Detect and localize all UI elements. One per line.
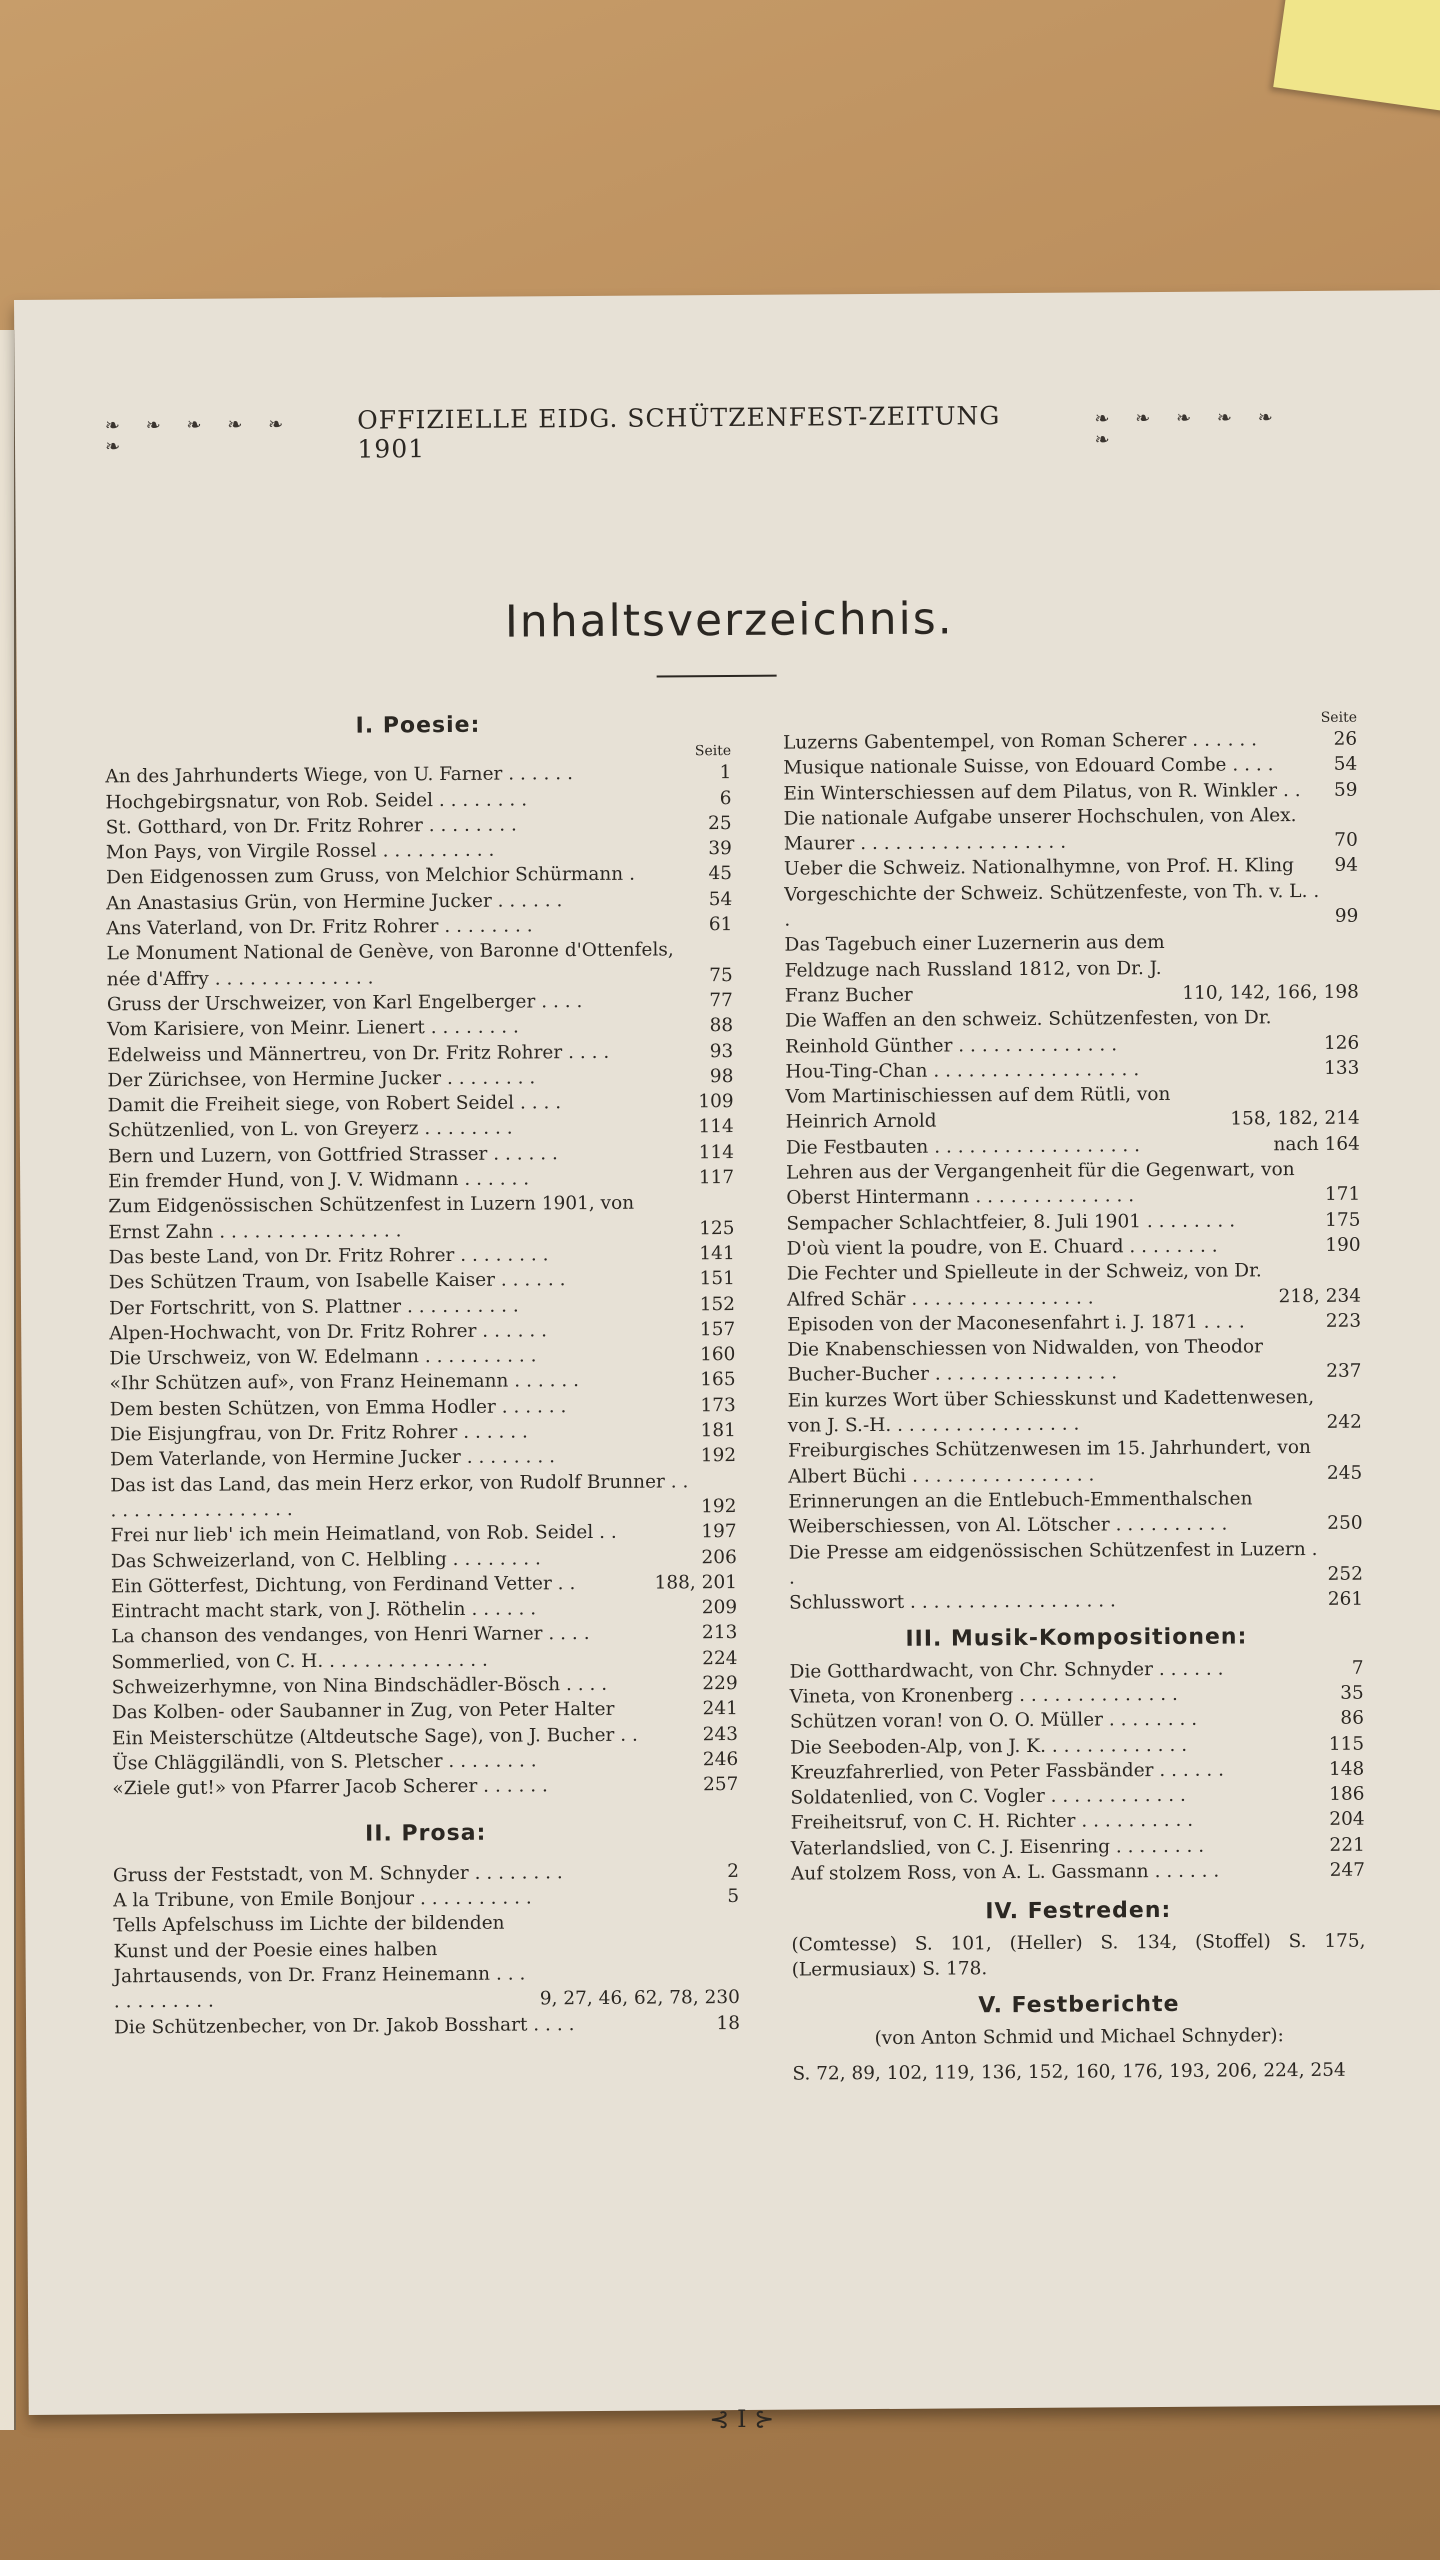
toc-entry-page: 242 <box>1326 1411 1362 1433</box>
toc-entry-page: 70 <box>1334 829 1358 851</box>
toc-entry-page: 151 <box>699 1268 735 1290</box>
toc-entry-title: «Ziele gut!» von Pfarrer Jacob Scherer . . . . . . <box>112 1775 548 1800</box>
toc-entry-title: Ans Vaterland, von Dr. Fritz Rohrer . . . . . . . . <box>106 915 533 940</box>
toc-entry-title: Vom Karisiere, von Meinr. Lienert . . . . . . . . <box>107 1016 519 1041</box>
toc-entry-title: Üse Chläggiländli, von S. Pletscher . . . . . . . . <box>112 1750 537 1775</box>
toc-entry-title: Le Monument National de Genève, von Baronne d'Ottenfels, née d'Affry . . . . . . . . . . . . . . <box>106 939 674 991</box>
musik-list <box>790 1655 1366 1887</box>
toc-entry-title: Vom Martinischiessen auf dem Rütli, von Heinrich Arnold <box>785 1084 1171 1134</box>
toc-entry-title: Tells Apfelschuss im Lichte der bildenden Kunst und der Poesie eines halben Jahrtausends, von Dr. Franz Heinemann . . . . . . . . . . . . <box>113 1912 526 2013</box>
toc-entry-title: Sommerlied, von C. H. . . . . . . . . . . . . . . <box>111 1649 488 1674</box>
toc-entry-title: Das Kolben- oder Saubanner in Zug, von Peter Halter <box>111 1699 615 1724</box>
toc-entry <box>784 878 1358 933</box>
toc-entry-page: 99 <box>1334 905 1359 927</box>
toc-entry-page: 110, 142, 166, 198 <box>1182 981 1359 1004</box>
toc-entry-title: Zum Eidgenössischen Schützenfest in Luzern 1901, von Ernst Zahn . . . . . . . . . . . . . . . . <box>108 1193 635 1244</box>
header-title: OFFIZIELLE EIDG. SCHÜTZENFEST-ZEITUNG 1901 <box>357 401 1001 464</box>
toc-entry-title: Edelweiss und Männertreu, von Dr. Fritz Rohrer . . . . <box>107 1041 610 1066</box>
section-heading-prosa: II. Prosa: <box>365 1821 487 1848</box>
festreden-text: (Comtesse) S. 101, (Heller) S. 134, (Stoffel) S. 175, (Lermusiaux) S. 178. <box>791 1930 1366 1981</box>
toc-entry <box>108 1190 734 1245</box>
toc-entry-page: 88 <box>709 1015 734 1037</box>
toc-entry <box>788 1384 1362 1439</box>
toc-entry <box>106 937 732 992</box>
toc-entry-page: 75 <box>709 964 733 986</box>
section-heading-festberichte: V. Festberichte <box>978 1992 1180 2019</box>
toc-entry-title: Die nationale Aufgabe unserer Hochschulen, von Alex. Maurer . . . . . . . . . . . . . . . . . . <box>783 804 1297 855</box>
toc-entry-title: Sempacher Schlachtfeier, 8. Juli 1901 . . . . . . . . <box>786 1210 1236 1235</box>
right-entries-list <box>783 727 1363 1616</box>
toc-entry-page: 252 <box>1327 1563 1363 1585</box>
toc-entry <box>110 1469 736 1524</box>
toc-entry-title: Hou-Ting-Chan . . . . . . . . . . . . . . . . . . <box>785 1059 1140 1083</box>
poesie-list <box>105 760 738 1802</box>
toc-entry-title: Ein Götterfest, Dichtung, von Ferdinand Vetter . . <box>110 1572 576 1598</box>
toc-entry-title: Auf stolzem Ross, von A. L. Gassmann . . . . . . <box>790 1860 1220 1885</box>
toc-entry-page: 54 <box>1333 753 1358 776</box>
toc-entry-title: Ein Winterschiessen auf dem Pilatus, von R. Winkler . . <box>783 779 1301 805</box>
section-heading-musik: III. Musik-Kompositionen: <box>905 1624 1248 1653</box>
toc-entry <box>785 1055 1359 1084</box>
toc-entry <box>789 1587 1363 1616</box>
toc-entry-title: «Ihr Schützen auf», von Franz Heinemann . . . . . . <box>109 1370 580 1395</box>
toc-entry-page: 77 <box>709 989 733 1012</box>
toc-entry-page: 181 <box>700 1420 736 1442</box>
toc-entry-title: Ein kurzes Wort über Schiesskunst und Kadettenwesen, von J. S.-H. . . . . . . . . . . . . . . . . <box>787 1386 1315 1437</box>
toc-entry <box>112 1772 738 1802</box>
toc-entry <box>787 1334 1361 1389</box>
toc-entry-page: 98 <box>709 1065 734 1088</box>
toc-entry <box>113 1884 739 1914</box>
toc-entry-title: A la Tribune, von Emile Bonjour . . . . . . . . . . <box>113 1887 532 1912</box>
toc-entry-title: Erinnerungen an die Entlebuch-Emmenthalschen Weiberschiessen, von Al. Lötscher . . . . . . . . . . <box>788 1488 1253 1538</box>
toc-entry-title: Dem besten Schützen, von Emma Hodler . . . . . . <box>109 1395 567 1421</box>
toc-entry-title: Ein Meisterschütze (Altdeutsche Sage), von J. Bucher . . <box>111 1724 638 1749</box>
toc-entry <box>785 1081 1359 1136</box>
toc-entry-title: Vaterlandslied, von C. J. Eisenring . . . . . . . . <box>790 1835 1205 1860</box>
toc-entry-page: 115 <box>1328 1733 1365 1755</box>
toc-entry-page: 261 <box>1327 1588 1364 1610</box>
toc-entry-page: 221 <box>1329 1834 1365 1856</box>
toc-entry-page: 2 <box>727 1860 740 1882</box>
toc-entry-page: 224 <box>702 1647 738 1669</box>
toc-entry-page: 109 <box>698 1091 734 1113</box>
toc-entry-title: D'où vient la poudre, von E. Chuard . . . . . . . . <box>786 1235 1218 1260</box>
toc-entry <box>784 803 1358 858</box>
page-title: Inhaltsverzeichnis. <box>504 593 954 648</box>
seite-label-right: Seite <box>1320 709 1358 726</box>
toc-entry-title: Damit die Freiheit siege, von Robert Seidel . . . . <box>107 1092 562 1117</box>
toc-entry <box>787 1233 1361 1262</box>
toc-entry-title: Alpen-Hochwacht, von Dr. Fritz Rohrer . . . . . . <box>109 1320 548 1345</box>
toc-entry-title: Episoden von der Maconesenfahrt i. J. 1871 . . . . <box>787 1311 1245 1336</box>
toc-entry <box>785 1005 1359 1060</box>
toc-entry-page: 133 <box>1324 1057 1360 1079</box>
page-header <box>105 399 1321 465</box>
toc-entry-title: Den Eidgenossen zum Gruss, von Melchior Schürmann . <box>105 864 636 889</box>
toc-entry-title: Kreuzfahrerlied, von Peter Fassbänder . . . . . . <box>790 1759 1225 1784</box>
toc-entry-page: 61 <box>708 914 733 936</box>
toc-entry-title: Mon Pays, von Virgile Rossel . . . . . . . . . . <box>105 839 495 864</box>
toc-entry-page: 241 <box>702 1698 738 1720</box>
toc-entry-title: Freiheitsruf, von C. H. Richter . . . . . . . . . . <box>790 1810 1194 1835</box>
toc-entry-page: 192 <box>700 1445 737 1467</box>
toc-entry-title: Bern und Luzern, von Gottfried Strasser . . . . . . <box>107 1142 558 1168</box>
toc-entry-title: Gruss der Feststadt, von M. Schnyder . . . . . . . . <box>112 1861 563 1887</box>
toc-entry-title: Die Festbauten . . . . . . . . . . . . . . . . . . <box>785 1134 1141 1159</box>
left-column <box>105 705 740 2040</box>
toc-entry-page: 125 <box>699 1217 735 1239</box>
toc-entry <box>786 1157 1360 1212</box>
section-heading-poesie: I. Poesie: <box>355 712 481 739</box>
title-divider <box>657 675 777 678</box>
toc-entry-title: Die Gotthardwacht, von Chr. Schnyder . . . . . . <box>789 1658 1224 1683</box>
toc-entry-page: 218, 234 <box>1278 1285 1362 1307</box>
toc-entry-title: Dem Vaterlande, von Hermine Jucker . . . . . . . . <box>110 1446 556 1471</box>
toc-entry-page: 59 <box>1333 779 1358 801</box>
toc-entry-title: Gruss der Urschweizer, von Karl Engelberger . . . . <box>106 991 583 1016</box>
toc-entry-title: Des Schützen Traum, von Isabelle Kaiser . . . . . . <box>108 1269 566 1294</box>
toc-entry-title: Hochgebirgsnatur, von Rob. Seidel . . . . . . . . <box>105 789 528 813</box>
toc-entry-page: 197 <box>701 1521 737 1543</box>
page-number: ⊰ I ⊱ <box>709 2404 775 2434</box>
toc-entry-title: Die Presse am eidgenössischen Schützenfest in Luzern . . <box>788 1538 1318 1589</box>
toc-entry-page: 86 <box>1340 1707 1365 1730</box>
toc-entry-page: 209 <box>701 1597 738 1619</box>
toc-entry-page: 93 <box>709 1040 734 1062</box>
toc-entry <box>784 929 1359 1009</box>
section-heading-festreden: IV. Festreden: <box>985 1898 1172 1925</box>
toc-entry-page: 229 <box>702 1672 738 1695</box>
toc-entry <box>791 1858 1365 1887</box>
toc-entry <box>113 1909 740 2015</box>
toc-entry-page: 237 <box>1326 1361 1362 1383</box>
toc-entry-title: Soldatenlied, von C. Vogler . . . . . . . . . . . . <box>790 1785 1186 1809</box>
toc-entry-title: Die Waffen an den schweiz. Schützenfesten, von Dr. Reinhold Günther . . . . . . . . . . . . . . <box>784 1007 1272 1058</box>
toc-entry-title: Eintracht macht stark, von J. Röthelin . . . . . . <box>111 1598 537 1623</box>
toc-entry <box>788 1435 1362 1490</box>
toc-entry-page: 188, 201 <box>654 1571 738 1594</box>
toc-entry-page: 192 <box>701 1495 737 1518</box>
toc-entry-page: 223 <box>1325 1310 1362 1332</box>
toc-entry-title: Die Schützenbecher, von Dr. Jakob Bosshart . . . . <box>113 2013 575 2038</box>
toc-entry-title: Die Urschweiz, von W. Edelmann . . . . . . . . . . <box>109 1345 537 1370</box>
toc-entry-title: Musique nationale Suisse, von Edouard Combe . . . . <box>783 754 1274 779</box>
toc-entry-title: Schützen voran! von O. O. Müller . . . . . . . . <box>789 1709 1198 1733</box>
toc-entry-title: Das Schweizerland, von C. Helbling . . . . . . . . <box>110 1547 541 1572</box>
book-spine <box>0 330 16 2430</box>
toc-entry-page: 186 <box>1329 1783 1365 1806</box>
toc-entry-page: 160 <box>699 1344 736 1366</box>
toc-entry-title: St. Gotthard, von Dr. Fritz Rohrer . . . . . . . . <box>105 814 517 839</box>
toc-entry <box>787 1258 1361 1313</box>
toc-entry-page: 171 <box>1324 1183 1361 1206</box>
ornament-right: ❧ ❧ ❧ ❧ ❧ ❧ <box>1094 407 1283 451</box>
toc-entry-page: 7 <box>1351 1657 1364 1679</box>
toc-entry-title: Vineta, von Kronenberg . . . . . . . . . . . . . . <box>789 1683 1178 1708</box>
toc-entry-page: 114 <box>698 1141 735 1163</box>
toc-entry-page: 152 <box>699 1293 736 1315</box>
toc-entry <box>789 1536 1363 1591</box>
toc-entry-page: 35 <box>1340 1682 1364 1704</box>
toc-entry-title: Luzerns Gabentempel, von Roman Scherer . . . . . . <box>783 729 1258 754</box>
toc-entry-page: 247 <box>1329 1859 1366 1881</box>
toc-entry-page: 94 <box>1334 855 1359 877</box>
toc-entry-page: 245 <box>1326 1462 1363 1484</box>
toc-entry-title: Freiburgisches Schützenwesen im 15. Jahrhundert, von Albert Büchi . . . . . . . . . . . . . . . . <box>787 1437 1311 1488</box>
toc-entry-title: Das ist das Land, das mein Herz erkor, von Rudolf Brunner . . . . . . . . . . . . . . . . . . <box>110 1470 689 1522</box>
toc-entry-page: 126 <box>1323 1032 1360 1054</box>
toc-entry-page: 246 <box>702 1748 739 1771</box>
toc-entry-page: 148 <box>1328 1758 1365 1780</box>
toc-entry-title: An des Jahrhunderts Wiege, von U. Farner . . . . . . <box>105 763 573 788</box>
toc-entry-page: 157 <box>699 1318 736 1341</box>
toc-entry-page: 165 <box>700 1369 736 1391</box>
toc-entry-title: Die Seeboden-Alp, von J. K. . . . . . . . . . . . . <box>790 1734 1188 1759</box>
toc-entry-title: An Anastasius Grün, von Hermine Jucker . . . . . . <box>106 889 563 915</box>
toc-entry-page: 204 <box>1329 1809 1365 1831</box>
toc-entry-page: 206 <box>701 1546 737 1568</box>
toc-entry-page: 173 <box>700 1394 736 1416</box>
toc-entry-title: Der Fortschritt, von S. Plattner . . . . . . . . . . <box>108 1295 519 1319</box>
document-page <box>14 290 1440 2434</box>
toc-entry-page: 6 <box>719 787 732 809</box>
toc-entry-title: Vorgeschichte der Schweiz. Schützenfeste, von Th. v. L. . . <box>784 880 1320 931</box>
toc-entry-page: 26 <box>1333 728 1358 750</box>
toc-entry-page: 9, 27, 46, 62, 78, 230 <box>539 1987 740 2010</box>
toc-entry-title: Das beste Land, von Dr. Fritz Rohrer . . . . . . . . <box>108 1244 549 1269</box>
toc-entry-title: La chanson des vendanges, von Henri Warner . . . . <box>111 1623 590 1648</box>
ornament-left: ❧ ❧ ❧ ❧ ❧ ❧ <box>104 414 294 458</box>
toc-entry-title: Die Fechter und Spielleute in der Schweiz, von Dr. Alfred Schär . . . . . . . . . . . . . . . . <box>786 1260 1262 1311</box>
toc-entry-page: 54 <box>708 888 733 910</box>
toc-entry-title: Schweizerhymne, von Nina Bindschädler-Bösch . . . . <box>111 1673 608 1699</box>
festberichte-text: S. 72, 89, 102, 119, 136, 152, 160, 176, 193, 206, 224, 254 <box>792 2059 1346 2085</box>
toc-entry-page: 39 <box>708 838 732 860</box>
toc-entry-page: 141 <box>699 1242 735 1265</box>
toc-entry-title: Ueber die Schweiz. Nationalhymne, von Prof. H. Kling <box>783 855 1295 881</box>
seite-label-left: Seite <box>694 743 732 760</box>
toc-entry-page: 1 <box>719 762 732 784</box>
toc-entry-title: Ein fremder Hund, von J. V. Widmann . . . . . . <box>108 1168 530 1193</box>
toc-entry-title: Frei nur lieb' ich mein Heimatland, von Rob. Seidel . . <box>110 1522 617 1547</box>
right-column <box>783 701 1367 2087</box>
toc-entry <box>788 1486 1362 1541</box>
toc-entry-page: 190 <box>1325 1234 1361 1256</box>
toc-entry-page: 114 <box>698 1116 734 1138</box>
toc-entry-page: 243 <box>702 1723 739 1745</box>
festberichte-subtitle: (von Anton Schmid und Michael Schnyder): <box>874 2024 1284 2049</box>
toc-entry-page: 257 <box>702 1774 739 1796</box>
toc-entry-page: 250 <box>1327 1512 1363 1535</box>
toc-entry-page: 213 <box>701 1622 738 1644</box>
toc-entry-page: 25 <box>708 812 732 835</box>
toc-entry-page: 158, 182, 214 <box>1230 1108 1360 1130</box>
toc-entry-page: 5 <box>727 1886 740 1908</box>
toc-entry-page: 45 <box>708 863 733 885</box>
toc-entry-title: Das Tagebuch einer Luzernerin aus dem Feldzuge nach Russland 1812, von Dr. J. Franz Bucher <box>784 932 1165 1007</box>
toc-entry-title: Die Knabenschiessen von Nidwalden, von Theodor Bucher-Bucher . . . . . . . . . . . . . . . . <box>787 1336 1263 1387</box>
toc-entry-page: nach 164 <box>1273 1133 1360 1155</box>
toc-entry-title: Lehren aus der Vergangenheit für die Gegenwart, von Oberst Hintermann . . . . . . . . . . . . . . <box>786 1159 1295 1209</box>
toc-entry <box>114 2011 740 2041</box>
toc-entry-page: 175 <box>1325 1209 1361 1231</box>
toc-entry-title: Schützenlied, von L. von Greyerz . . . . . . . . <box>107 1117 513 1142</box>
toc-entry-title: Schlusswort . . . . . . . . . . . . . . . . . . <box>789 1590 1116 1614</box>
prosa-list <box>113 1859 740 2040</box>
toc-entry-title: Der Zürichsee, von Hermine Jucker . . . . . . . . <box>107 1067 536 1092</box>
toc-entry-title: Die Eisjungfrau, von Dr. Fritz Rohrer . . . . . . <box>109 1421 528 1446</box>
toc-entry-page: 117 <box>698 1167 735 1189</box>
toc-entry-page: 18 <box>716 2012 741 2034</box>
